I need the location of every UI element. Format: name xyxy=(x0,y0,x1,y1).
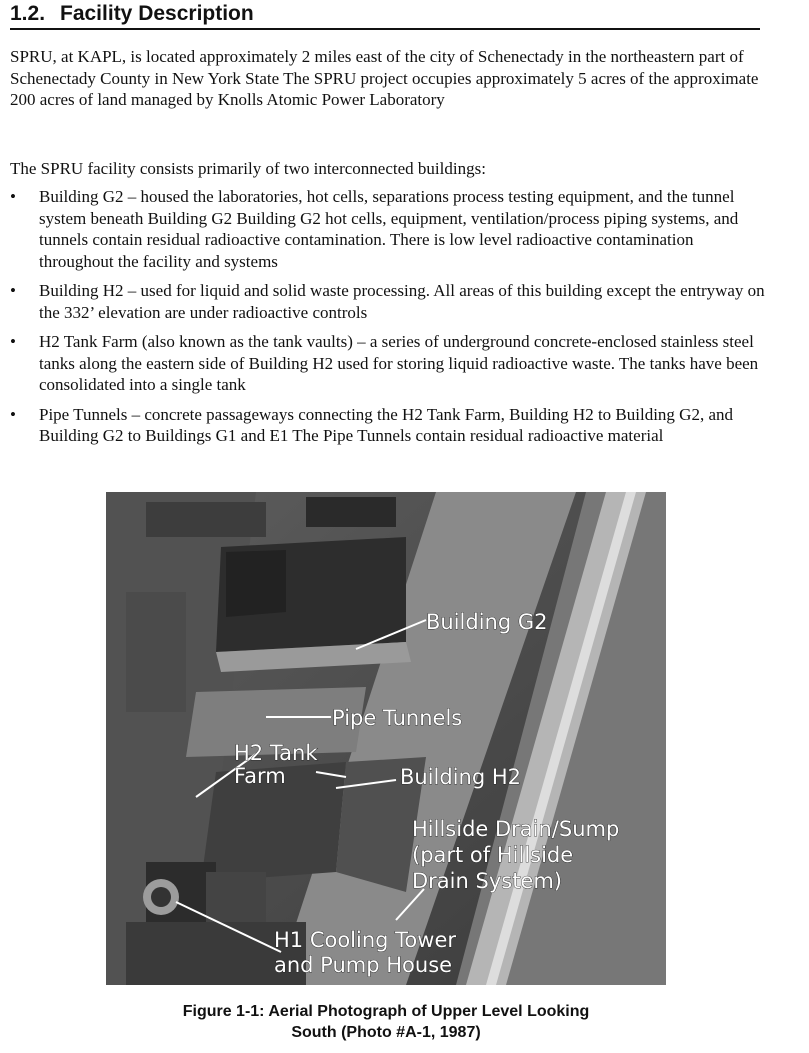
label-hillside-line1: Hillside Drain/Sump xyxy=(412,817,620,841)
list-item xyxy=(10,404,770,447)
bullet-icon: • xyxy=(10,281,16,300)
list-item xyxy=(10,280,770,323)
list-item xyxy=(10,186,770,272)
label-h2-tank-line2: Farm xyxy=(234,764,286,788)
bullet-icon: • xyxy=(10,187,16,206)
building-list xyxy=(10,186,770,455)
aerial-photograph xyxy=(106,492,666,985)
section-heading xyxy=(10,0,760,30)
label-hillside-line2: (part of Hillside xyxy=(412,843,574,867)
label-pipe-tunnels: Pipe Tunnels xyxy=(332,706,463,730)
caption-line1: Figure 1-1: Aerial Photograph of Upper Level Looking xyxy=(182,1003,590,1020)
list-item-text: Building H2 – used for liquid and solid waste processing. All areas of this building except the entryway on the 332’ elevation are under radioactive controls xyxy=(39,281,765,322)
list-item xyxy=(10,331,770,396)
label-building-h2: Building H2 xyxy=(400,765,522,789)
aerial-photo-drawing xyxy=(106,492,666,985)
list-item-text: H2 Tank Farm (also known as the tank vaults) – a series of underground concrete-enclosed stainless steel tanks along the eastern side of Building H2 used for storing liquid radioactive waste. The tanks have been consolidated into a single tank xyxy=(39,332,759,394)
label-building-g2: Building G2 xyxy=(426,610,548,634)
list-item-text: Building G2 – housed the laboratories, hot cells, separations process testing equipment, and the tunnel system beneath Building G2 Building G2 hot cells, equipment, ventilation/process piping systems, and tunnels contain residual radioactive contamination. There is low level radioactive contamination throughout the facility and systems xyxy=(39,187,739,271)
facility-paragraph: The SPRU facility consists primarily of two interconnected buildings: xyxy=(10,159,486,178)
label-h2-tank-line1: H2 Tank xyxy=(234,741,318,765)
label-hillside-line3: Drain System) xyxy=(412,869,562,893)
bullet-icon: • xyxy=(10,332,16,351)
figure-caption xyxy=(106,1001,666,1043)
caption-line2: South (Photo #A-1, 1987) xyxy=(291,1024,481,1041)
list-item-text: Pipe Tunnels – concrete passageways connecting the H2 Tank Farm, Building H2 to Building G2, and Building G2 to Buildings G1 and E1 The Pipe Tunnels contain residual radioactive material xyxy=(39,404,733,445)
section-title: Facility Description xyxy=(60,2,254,25)
label-h1-line1: H1 Cooling Tower xyxy=(274,928,457,952)
label-h1-line2: and Pump House xyxy=(274,953,453,977)
bullet-icon: • xyxy=(10,404,16,424)
section-number: 1.2. xyxy=(10,2,46,25)
intro-paragraph: SPRU, at KAPL, is located approximately 2 miles east of the city of Schenectady in the northeastern part of Schenectady County in New York State The SPRU project occupies approximately 5 acres of the approximate 200 acres of land managed by Knolls Atomic Power Laboratory xyxy=(10,47,759,109)
